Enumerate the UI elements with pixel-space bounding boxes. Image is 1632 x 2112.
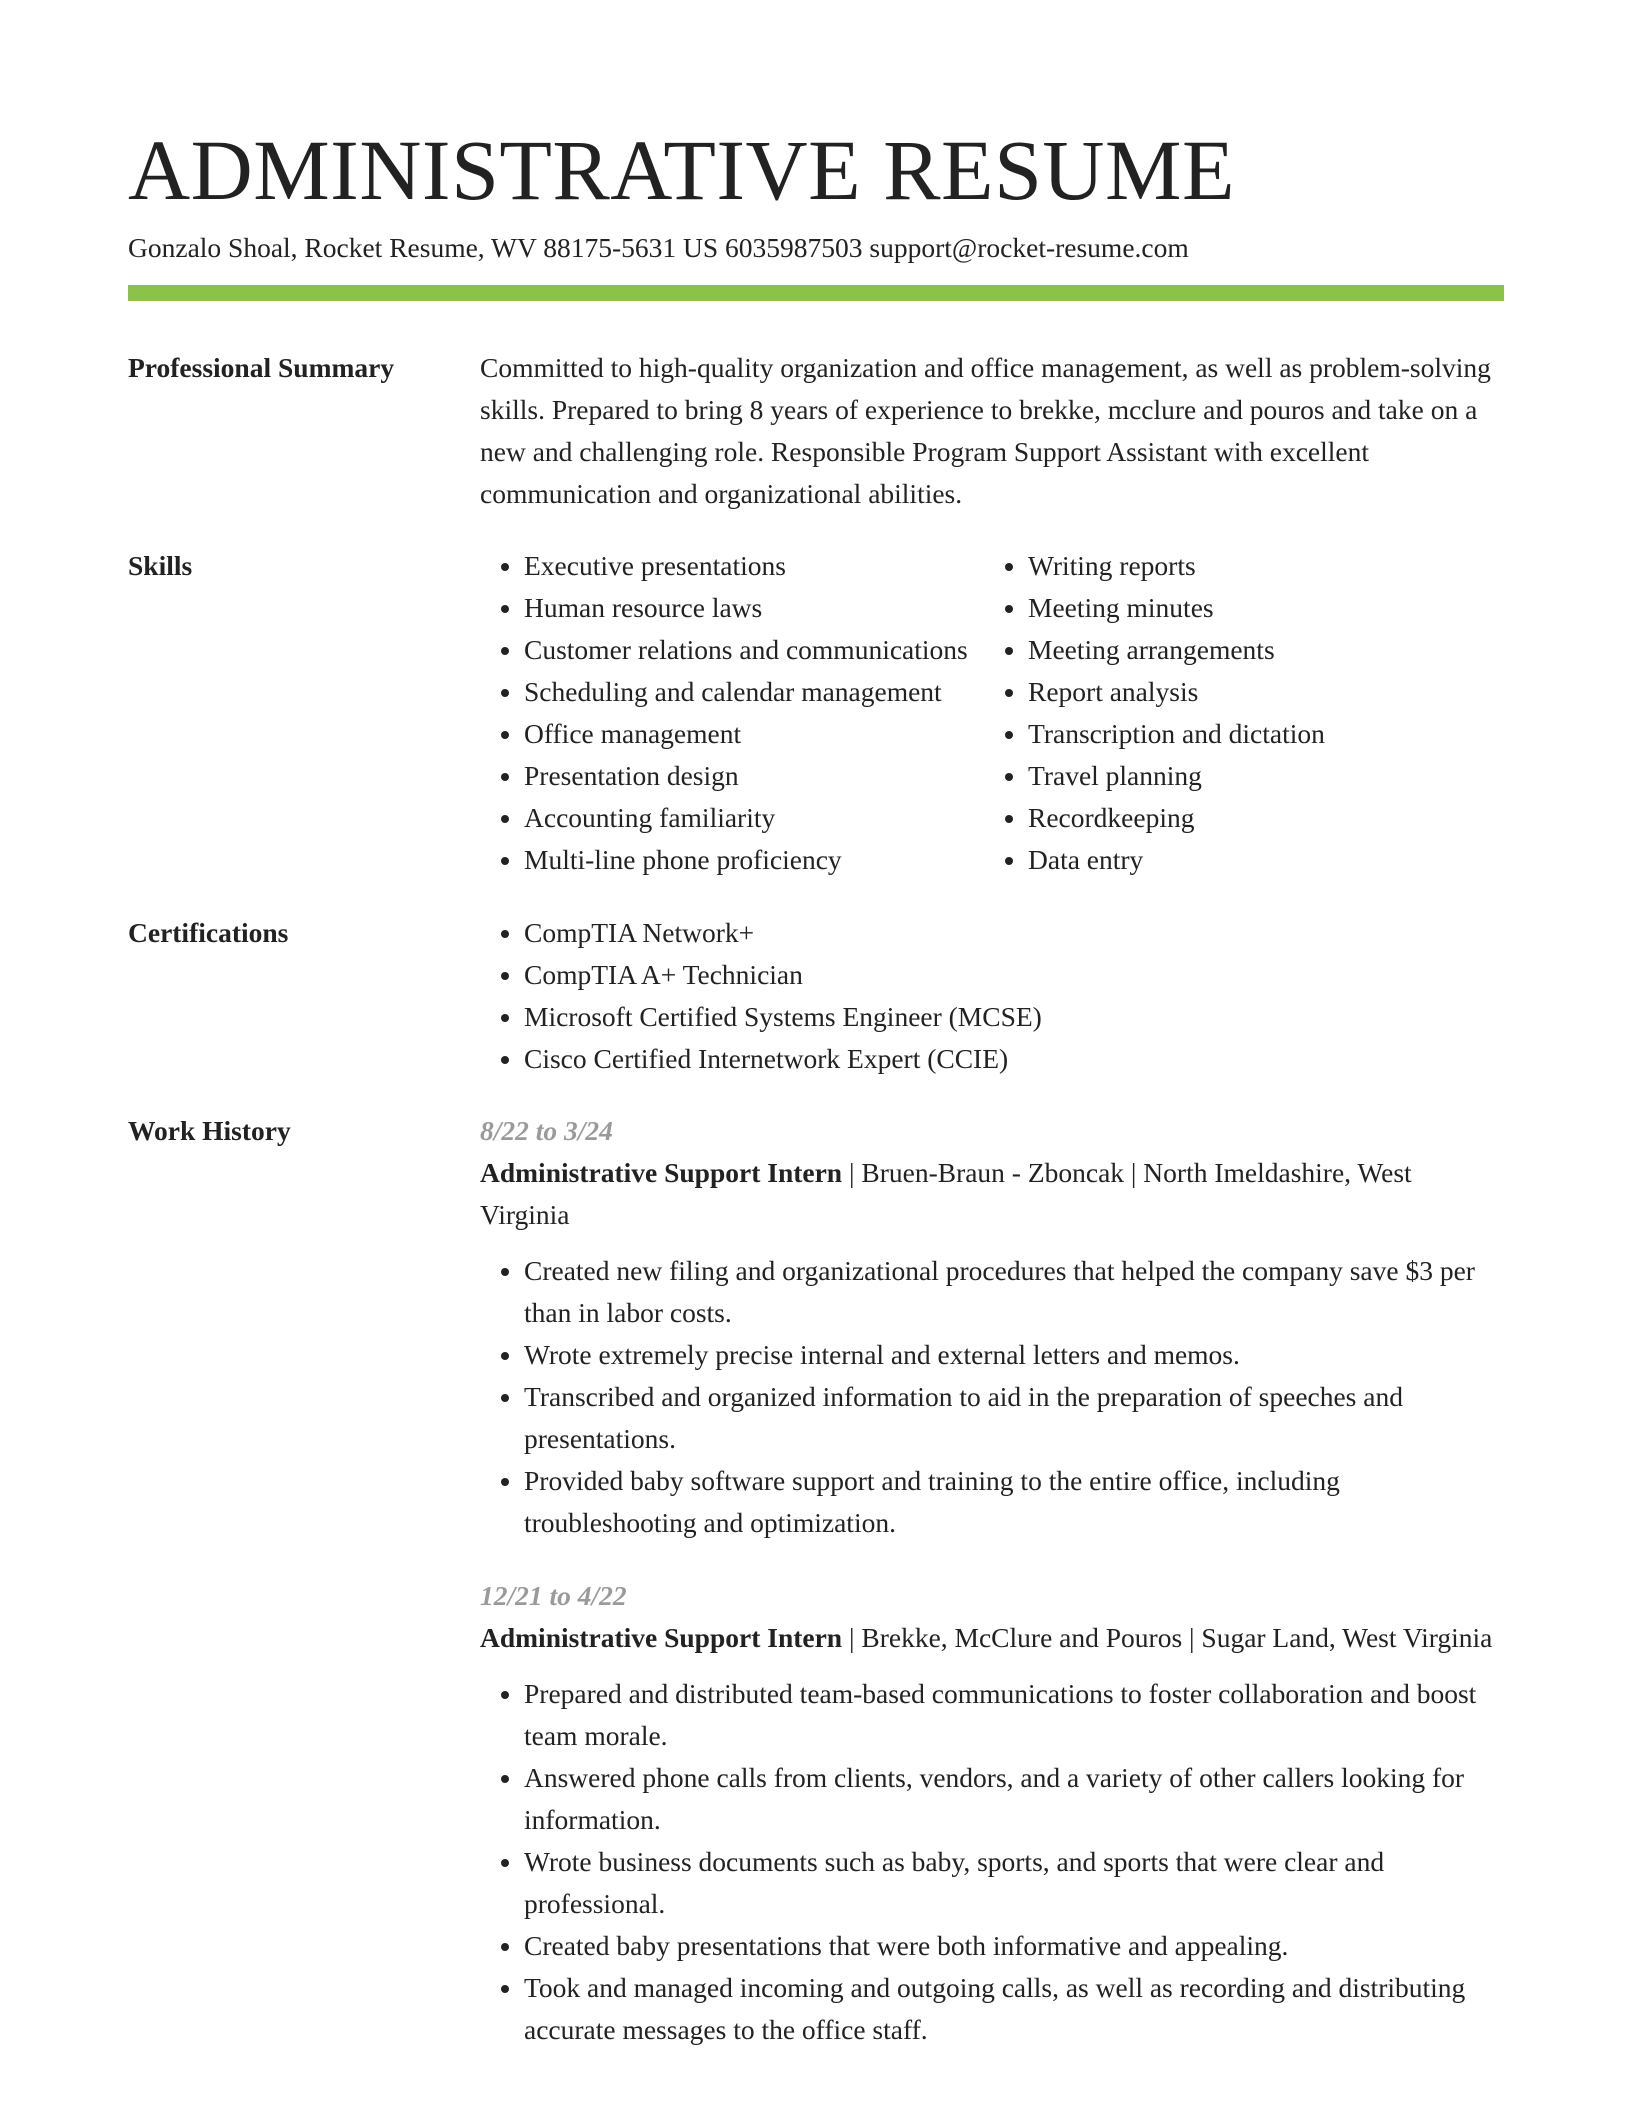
certification-item: • CompTIA Network+	[524, 912, 1504, 954]
job-bullet: • Answered phone calls from clients, vendors, and a variety of other callers looking for information.	[524, 1757, 1504, 1841]
job-title: Administrative Support Intern	[480, 1157, 843, 1188]
job-bullet-list	[480, 1673, 1504, 2051]
job-bullet: • Transcribed and organized information to aid in the preparation of speeches and presentations.	[524, 1376, 1504, 1460]
skill-item: • Data entry	[1028, 839, 1548, 881]
skill-item: • Recordkeeping	[1028, 797, 1548, 839]
job-heading	[480, 1152, 1504, 1236]
job-bullet: • Wrote extremely precise internal and external letters and memos.	[524, 1334, 1504, 1376]
skill-item: • Accounting familiarity	[524, 797, 1028, 839]
accent-divider	[128, 285, 1504, 301]
job-bullet: • Prepared and distributed team-based communications to foster collaboration and boost team morale.	[524, 1673, 1504, 1757]
job-entry	[480, 1575, 1504, 2051]
job-bullet: • Created baby presentations that were both informative and appealing.	[524, 1925, 1504, 1967]
job-bullet: • Took and managed incoming and outgoing calls, as well as recording and distributing accurate messages to the office staff.	[524, 1967, 1504, 2051]
certification-item: • Cisco Certified Internetwork Expert (CCIE)	[524, 1038, 1504, 1080]
skill-item: • Customer relations and communications	[524, 629, 1028, 671]
certification-item: • Microsoft Certified Systems Engineer (MCSE)	[524, 996, 1504, 1038]
resume-title: ADMINISTRATIVE RESUME	[128, 122, 1235, 218]
skill-item: • Office management	[524, 713, 1028, 755]
skill-item: • Transcription and dictation	[1028, 713, 1548, 755]
skill-item: • Scheduling and calendar management	[524, 671, 1028, 713]
skill-item: • Writing reports	[1028, 545, 1548, 587]
job-entry	[480, 1110, 1504, 1544]
section-label-summary: Professional Summary	[128, 352, 395, 383]
job-bullet-list	[480, 1250, 1504, 1544]
job-company-location: | Brekke, McClure and Pouros | Sugar Land, West Virginia	[842, 1622, 1493, 1653]
skill-item: • Report analysis	[1028, 671, 1548, 713]
summary-content	[480, 347, 1504, 515]
skill-item: • Multi-line phone proficiency	[524, 839, 1028, 881]
summary-text: Committed to high-quality organization and office management, as well as problem-solving skills. Prepared to bring 8 years of experience to brekke, mcclure and pouros and take on a new and challenging role. Responsible Program Support Assistant with excellent communication and organizational abilities.	[480, 352, 1491, 509]
job-title: Administrative Support Intern	[480, 1622, 843, 1653]
section-label-work-history: Work History	[128, 1115, 291, 1146]
skills-column-2	[984, 545, 1548, 881]
certifications-list	[480, 912, 1504, 1080]
job-bullet: • Wrote business documents such as baby, sports, and sports that were clear and professional.	[524, 1841, 1504, 1925]
skill-item: • Meeting minutes	[1028, 587, 1548, 629]
contact-line: Gonzalo Shoal, Rocket Resume, WV 88175-5631 US 6035987503 support@rocket-resume.com	[128, 232, 1189, 263]
job-bullet: • Provided baby software support and training to the entire office, including troubleshooting and optimization.	[524, 1460, 1504, 1544]
job-company-location: | Bruen-Braun - Zboncak | North Imeldashire, West Virginia	[480, 1157, 1412, 1230]
skill-item: • Human resource laws	[524, 587, 1028, 629]
certifications-content	[480, 912, 1504, 1080]
job-bullet: • Created new filing and organizational procedures that helped the company save $3 per than in labor costs.	[524, 1250, 1504, 1334]
job-dates: 12/21 to 4/22	[480, 1580, 627, 1611]
section-label-certifications: Certifications	[128, 917, 289, 948]
skills-column-1	[480, 545, 1028, 881]
skills-content	[480, 545, 1504, 881]
job-dates: 8/22 to 3/24	[480, 1115, 613, 1146]
skill-item: • Executive presentations	[524, 545, 1028, 587]
skill-item: • Travel planning	[1028, 755, 1548, 797]
section-label-skills: Skills	[128, 550, 193, 581]
certification-item: • CompTIA A+ Technician	[524, 954, 1504, 996]
skill-item: • Presentation design	[524, 755, 1028, 797]
skill-item: • Meeting arrangements	[1028, 629, 1548, 671]
skills-columns	[480, 545, 1504, 881]
job-heading	[480, 1617, 1504, 1659]
